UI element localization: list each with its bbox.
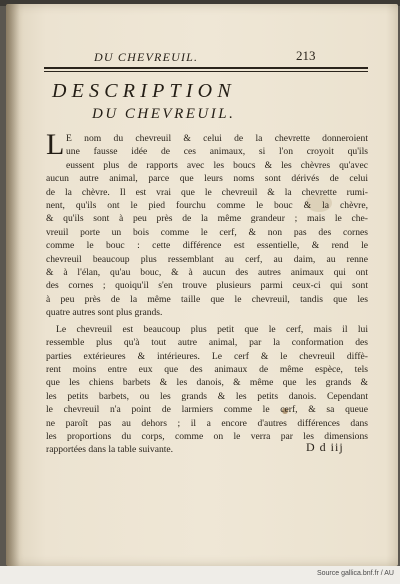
- source-credit: Source gallica.bnf.fr / AU: [316, 570, 394, 577]
- body-text: [46, 128, 368, 457]
- book-page: [6, 4, 398, 566]
- text-line: E nom du chevreuil & celui de la chevrette donneroient: [66, 133, 368, 144]
- paragraph-1: [46, 128, 368, 320]
- text-line: parties extérieures & intérieures. Le cerf & le chevreuil diffè-: [46, 350, 368, 362]
- header-rule-thick: [44, 67, 368, 69]
- text-line: & qu'ils sont à peu près de la même grandeur ; mais le che-: [46, 213, 368, 225]
- spine-shadow: [6, 4, 20, 566]
- text-line: les proportions du corps, comme on le verra par les dimensions: [46, 430, 368, 442]
- text-line: quatre autres sont plus grands.: [46, 307, 163, 319]
- text-line: chevreuil beaucoup plus ressemblant au cerf, au daim, au renne: [46, 253, 368, 265]
- text-line: & à l'élan, qu'au bouc, & à aucun des autres animaux qui ont: [46, 267, 368, 279]
- text-line: rapportées dans la table suivante.: [46, 444, 174, 456]
- text-line: eussent plus de rapports avec les boucs & les chèvres qu'avec: [66, 159, 368, 171]
- text-line: aucun autre animal, parce que leurs noms sont dérivés de celui: [46, 173, 368, 185]
- chapter-title: DESCRIPTION: [52, 80, 236, 102]
- text-line: vreuil porte un bois comme le cerf, & non pas des cornes: [46, 226, 368, 238]
- text-line: à peu près de la même taille que le chevreuil, tandis que les: [46, 293, 368, 305]
- signature-mark: D d iij: [306, 440, 344, 454]
- header-rule-thin: [44, 71, 368, 72]
- text-line: des cornes ; quoiqu'il s'en trouve plusieurs parmi ceux-ci qui sont: [46, 280, 368, 292]
- running-head: DU CHEVREUIL.: [94, 50, 199, 64]
- text-line: que les chiens barbets & les danois, & même que les grands &: [46, 377, 368, 389]
- text-line: une fausse idée de ces animaux, si l'on croyoit qu'ils: [66, 146, 368, 158]
- text-line: de la chèvre. Il est vrai que le chevreuil & la chevrette rumi-: [46, 186, 368, 198]
- page-number: 213: [296, 48, 316, 63]
- drop-cap: L: [46, 128, 65, 161]
- text-line: Le chevreuil est beaucoup plus petit que le cerf, mais il lui: [56, 323, 368, 335]
- text-line: ne paroît pas au dehors ; il a encore d'autres différences dans: [46, 417, 368, 429]
- text-line: comme le bouc : cette différence est essentielle, & rend le: [46, 240, 368, 252]
- paragraph-2: [46, 323, 368, 457]
- text-line: le chevreuil n'a point de larmiers comme le cerf, & sa queue: [46, 404, 368, 416]
- chapter-subtitle: DU CHEVREUIL.: [92, 106, 236, 122]
- text-line: rent moins entre eux que des animaux de même espèce, tels: [46, 363, 368, 375]
- text-line: ressemble plus qu'à tout autre animal, par la conformation des: [46, 337, 368, 349]
- text-line: nent, qu'ils ont le pied fourchu comme le bouc & la chèvre,: [46, 200, 368, 212]
- text-line: les petits barbets, ou les grands & les petits danois. Cependant: [46, 390, 368, 402]
